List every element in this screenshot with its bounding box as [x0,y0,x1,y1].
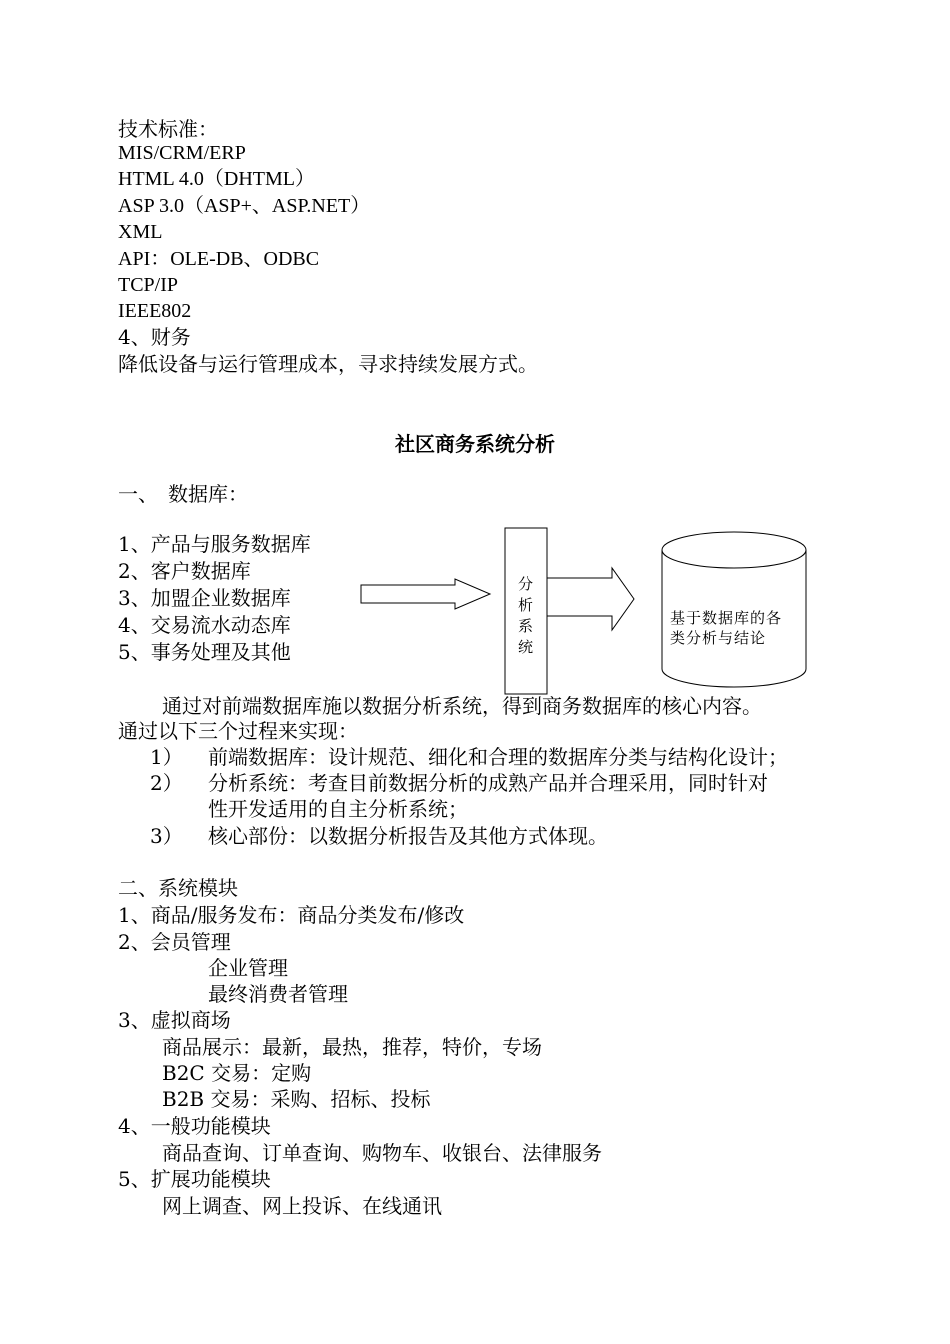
database-item: 1、产品与服务数据库 [118,532,311,556]
module-item: 4、一般功能模块 [118,1114,271,1138]
step-number: 3） [150,824,183,848]
analysis-paragraph-line: 通过以下三个过程来实现： [118,719,358,743]
cylinder-label-line: 基于数据库的各 [670,609,783,627]
module-subitem: B2B 交易：采购、招标、投标 [162,1087,431,1111]
analysis-flow-diagram [355,522,825,697]
database-item: 5、事务处理及其他 [118,640,291,664]
module-subitem: 商品查询、订单查询、购物车、收银台、法律服务 [162,1141,602,1165]
modules-heading: 二、系统模块 [118,876,238,900]
module-subitem: 企业管理 [208,956,288,980]
output-arrow [547,568,634,630]
tech-standard-item: ASP 3.0（ASP+、ASP.NET） [118,195,371,217]
module-item: 3、虚拟商场 [118,1008,231,1032]
tech-standard-item: IEEE802 [118,300,192,322]
cylinder-top [662,532,806,568]
module-subitem: 商品展示：最新，最热，推荐，特价，专场 [162,1035,542,1059]
finance-heading: 4、财务 [118,325,191,349]
tech-standard-item: HTML 4.0（DHTML） [118,168,316,190]
module-subitem: 最终消费者管理 [208,982,348,1006]
module-subitem: B2C 交易：定购 [162,1061,312,1085]
database-heading: 一、 数据库： [118,482,248,506]
tech-standard-item: MIS/CRM/ERP [118,142,246,164]
analysis-box-label-char: 统 [518,638,535,656]
tech-standard-item: XML [118,221,163,243]
step-number: 2） [150,771,183,795]
database-item: 2、客户数据库 [118,559,251,583]
finance-text: 降低设备与运行管理成本，寻求持续发展方式。 [118,352,538,376]
cylinder-label-line: 类分析与结论 [670,629,767,647]
step-text: 核心部份：以数据分析报告及其他方式体现。 [208,824,608,848]
step-text: 前端数据库：设计规范、细化和合理的数据库分类与结构化设计； [208,745,788,769]
database-item: 4、交易流水动态库 [118,613,291,637]
input-arrow [361,579,490,609]
tech-standards-heading: 技术标准： [118,117,218,141]
module-item: 1、商品/服务发布：商品分类发布/修改 [118,903,465,927]
database-item: 3、加盟企业数据库 [118,586,291,610]
module-item: 5、扩展功能模块 [118,1167,271,1191]
module-item: 2、会员管理 [118,930,231,954]
analysis-box-label-char: 析 [518,596,535,614]
analysis-box-label-char: 系 [518,617,535,635]
analysis-box-label-char: 分 [518,575,535,593]
section-title: 社区商务系统分析 [395,432,555,456]
analysis-paragraph-line: 通过对前端数据库施以数据分析系统，得到商务数据库的核心内容。 [162,694,762,718]
step-number: 1） [150,745,183,769]
step-text-continued: 性开发适用的自主分析系统； [208,797,468,821]
step-text: 分析系统：考查目前数据分析的成熟产品并合理采用，同时针对 [208,771,768,795]
tech-standard-item: TCP/IP [118,274,179,296]
tech-standard-item: API：OLE-DB、ODBC [118,248,320,270]
module-subitem: 网上调查、网上投诉、在线通讯 [162,1194,442,1218]
